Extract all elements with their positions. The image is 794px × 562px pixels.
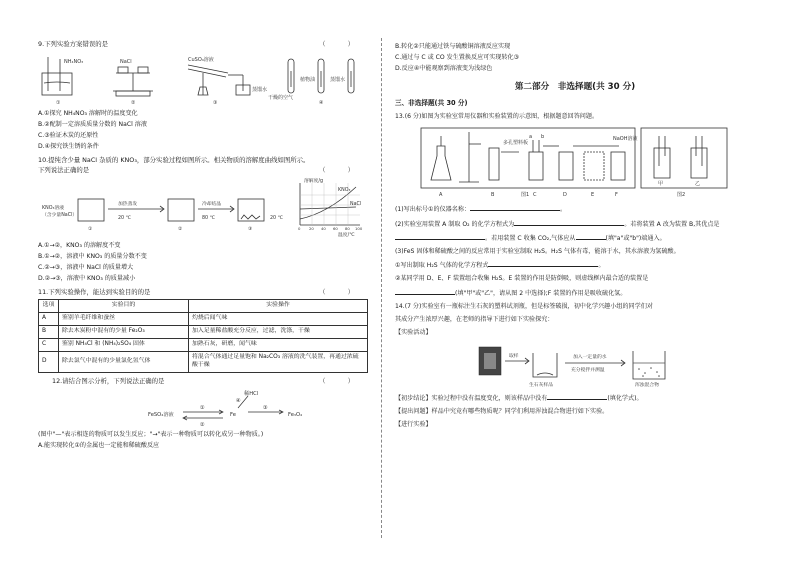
- q12-option-a[interactable]: A.能实现转化①的金属也一定能和稀硫酸反应: [38, 441, 160, 449]
- q13-fig-plastic: 多孔塑料板: [503, 140, 529, 147]
- q13-fig-C: C: [533, 192, 537, 199]
- q10-xtick-5: 100: [355, 225, 363, 231]
- q13-line-7-text: (填"甲"或"乙"，请从图 2 中选择);F 装置的作用是吸收硫化氢。: [455, 289, 627, 297]
- q12-transformation-diagram: [38, 388, 368, 428]
- q13-line-2: [395, 220, 755, 229]
- q10-figure: [38, 177, 368, 239]
- q13-fig-b: b: [541, 134, 545, 141]
- q10-xtick-1: 20: [309, 225, 314, 231]
- q14-step-2: 加入一定量的水: [573, 354, 607, 360]
- q9-fig-burn: 蒸馏水: [252, 86, 268, 93]
- q13-fig-F: F: [615, 192, 618, 199]
- table-row: [39, 313, 368, 326]
- q11-cell: C: [39, 339, 59, 352]
- q14-title-2: 其成分产生浓厚兴趣，在老师的指导下进行如下实验探究：: [395, 316, 554, 324]
- q14-title: 14.(7 分)实验室有一瓶标注生石灰的塑料试剂瓶，但是标签破损，初中化学兴趣小组的同学们对: [395, 302, 653, 310]
- q14-step-3: 充分搅拌并测温: [571, 367, 605, 373]
- q11-cell: 鉴别 NH₄Cl 和 (NH₄)₂SO₄ 固体: [59, 339, 189, 352]
- q12-node-center: Fe: [230, 411, 236, 418]
- q13-line-5-text: ①写出制取 H₂S 气体的化学方程式: [395, 262, 489, 270]
- q11-cell: D: [39, 352, 59, 373]
- q14-procedure-drawing: [475, 343, 695, 389]
- q10-xtick-3: 60: [333, 225, 338, 231]
- q11-cell: 加熟石灰，研磨，闻气味: [189, 339, 368, 352]
- q13-fig-naoh: NaOH溶液: [613, 136, 638, 143]
- q14-caption-2: 浑浊混合物: [635, 382, 659, 388]
- q13-line-3: [395, 234, 755, 243]
- q13-fig-B: B: [491, 192, 495, 199]
- q9-apparatus-drawing: [38, 51, 368, 107]
- q9-answer-paren[interactable]: （ ）: [319, 40, 364, 48]
- q12-note: (图中"—"表示相连的物质可以发生反应；"→"表示一种物质可以转化成另一种物质。): [38, 430, 264, 438]
- q9-fig-cuso4: CuSO₄溶液: [188, 56, 214, 63]
- table-row: [39, 339, 368, 352]
- q13-blank-6[interactable]: [395, 289, 455, 295]
- q11-cell: A: [39, 313, 59, 326]
- question-14: [395, 303, 755, 429]
- question-10: [38, 156, 368, 284]
- q13-line-3b-text: (填"a"或"b")端通入。: [605, 234, 666, 242]
- q13-blank-4[interactable]: [576, 234, 606, 240]
- q9-fig-tube-a: 干燥的空气: [268, 94, 294, 101]
- q10-temp-3: 20 ℃: [270, 215, 284, 221]
- q11-answer-paren[interactable]: （ ）: [319, 287, 364, 296]
- section-3-title: 三、非选择题(共 30 分): [395, 99, 468, 108]
- q11-header-purpose: 实验目的: [59, 300, 189, 313]
- table-row: [39, 352, 368, 373]
- q12-figure: [38, 388, 368, 428]
- question-13: [395, 113, 755, 298]
- q12-arrow-2: ②: [200, 421, 205, 428]
- part-2-title: 第二部分 非选择题(共 30 分): [514, 81, 636, 92]
- q11-table-header: [39, 300, 368, 313]
- q10-xtick-2: 40: [321, 225, 326, 231]
- q9-fig-nacl: NaCl: [120, 58, 132, 65]
- q14-figure: [475, 343, 755, 389]
- q9-option-d[interactable]: D.④探究铁生锈的条件: [38, 143, 99, 151]
- q13-line-4: (3)FeS 固体和稀硫酸之间的反应常用于实验室制取 H₂S。H₂S 气体有毒，能溶于水，其水溶液为氢硫酸。: [395, 248, 680, 256]
- right-column: [395, 40, 755, 434]
- q12-node-left: FeSO₄溶液: [148, 411, 174, 418]
- q10-beaker-2: ②: [178, 226, 183, 232]
- q12-title: 12.请结合图示分析，下列说法正确的是: [52, 377, 165, 386]
- q13-line-6: [395, 275, 755, 283]
- q13-fig-jia: 甲: [658, 181, 664, 188]
- q9-fig-label-1: ①: [56, 99, 61, 106]
- q9-fig-tube-c: 蒸馏水: [330, 76, 346, 83]
- q11-title: 11.下列实验操作，能达到实验目的的是: [38, 287, 151, 296]
- q14-activity: 【实验活动】: [395, 329, 432, 337]
- q10-beaker-label: KNO₃溶液: [42, 205, 65, 211]
- q14-conclusion-tail: (填化学式)。: [607, 394, 643, 402]
- q10-graph-xlabel: 温度/℃: [338, 232, 355, 238]
- q10-beaker-label-2: （含少量NaCl）: [42, 212, 78, 218]
- q13-fig-E: E: [591, 192, 595, 199]
- q10-process-and-graph: [38, 177, 368, 239]
- q10-curve-nacl: NaCl: [350, 201, 362, 207]
- q13-line-5: ①写出制取 H₂S 气体的化学方程式 。: [395, 262, 605, 270]
- q10-title: 10.提纯含少量 NaCl 杂质的 KNO₃，部分实验过程如图所示。相关物质的溶解度曲线如图所示。: [38, 155, 310, 164]
- q13-blank-1[interactable]: [470, 205, 560, 211]
- q13-line-3-text: 。若用装置 C 收集 CO₂,气体应从: [485, 234, 576, 242]
- q11-header-option: 选项: [39, 300, 59, 313]
- q13-line-6-text: ②某同学用 D、E、F 装置组合收集 H₂S。E 装置的作用是防倒吸，则虚线框内最合适的装置是: [395, 275, 649, 283]
- q10-curve-kno3: KNO₃: [338, 187, 351, 193]
- q13-fig-yi: 乙: [695, 181, 701, 188]
- q13-blank-5[interactable]: [488, 261, 598, 267]
- q13-fig-a: a: [529, 134, 533, 141]
- q10-temp-1: 20 ℃: [118, 215, 132, 221]
- q13-line-2b-text: 。若将装置 A 改为装置 B,其优点是: [624, 220, 720, 228]
- q13-fig-1: 图1: [521, 192, 530, 199]
- q14-step-1: 取样: [509, 353, 519, 359]
- q13-apparatus-drawing: [419, 126, 729, 200]
- q9-fig-tube-b: 植物油: [300, 76, 316, 83]
- question-12: [38, 377, 368, 450]
- q11-cell: 灼烧后闻气味: [189, 313, 368, 326]
- q9-option-a[interactable]: A.①探究 NH₄NO₃ 溶解时的温度变化: [38, 109, 138, 117]
- q9-option-c[interactable]: C.③验证木炭的还原性: [38, 132, 99, 140]
- q13-figure: [419, 126, 755, 200]
- q9-figure: [38, 51, 368, 107]
- q14-blank-1[interactable]: [547, 394, 607, 400]
- q10-step-1: 加热蒸发: [118, 201, 138, 207]
- q9-fig-label-2: ②: [131, 99, 136, 106]
- q13-blank-2[interactable]: [514, 220, 624, 226]
- q14-conclusion: [395, 394, 755, 403]
- q11-cell: 除去氯气中混有的少量氯化氢气体: [59, 352, 189, 373]
- q14-conclusion-text: 【初步结论】实验过程中没有温度变化，则该样品中没有: [395, 394, 548, 402]
- question-9: [38, 40, 368, 152]
- q12-arrow-3: ③: [263, 404, 268, 411]
- q10-xtick-4: 80: [345, 225, 350, 231]
- q12-option-c[interactable]: C.通过与 C 或 CO 发生置换反应可实现转化③: [395, 54, 520, 62]
- q9-fig-label-3: ③: [213, 99, 218, 106]
- q11-cell: B: [39, 326, 59, 339]
- q10-option-c[interactable]: C.②→③，溶液中 NaCl 的质量增大: [38, 264, 134, 272]
- q13-fig-A: A: [439, 192, 443, 199]
- q10-option-a[interactable]: A.①→②，KNO₃ 的溶解度不变: [38, 241, 121, 249]
- question-11: [38, 288, 368, 373]
- q11-cell: 将混合气体通过足量饱和 Na₂CO₃ 溶液的洗气装置，再通过浓硫酸干燥: [189, 352, 368, 373]
- q13-line-1-text: (1)写出标号①的仪器名称：: [395, 206, 471, 214]
- q10-xtick-0: 0: [298, 225, 301, 231]
- q13-fig-2: 图2: [677, 192, 686, 199]
- q10-graph-ylabel: 溶解度/g: [304, 178, 324, 184]
- q12-option-d[interactable]: D.反应④中能观察到溶液变为浅绿色: [395, 65, 493, 73]
- q12-node-top: 稀HCl: [244, 390, 259, 397]
- q10-option-d[interactable]: D.②→③，溶液中 KNO₃ 的质量减小: [38, 275, 136, 283]
- q11-cell: 除去木炭粉中混有的少量 Fe₂O₃: [59, 326, 189, 339]
- q12-arrow-4: ④: [236, 397, 241, 404]
- q10-temp-2: 80 ℃: [202, 215, 216, 221]
- q12-node-right: Fe₃O₄: [288, 411, 303, 418]
- q10-subtitle: 下列说法正确的是: [38, 166, 90, 175]
- q13-line-7: [395, 289, 755, 298]
- q13-title: 13.(6 分)如图为实验室常用仪器和实验装置的示意图，根据题意回答问题。: [395, 113, 599, 121]
- q12-option-b[interactable]: B.转化②只能通过铁与硫酸铜溶液反应实现: [395, 43, 511, 50]
- q14-question: 【提出问题】样品中究竟有哪些物质呢？同学们利用浑浊混合物进行如下实验。: [395, 407, 609, 415]
- q10-beaker-1: ①: [88, 226, 93, 232]
- q11-header-operation: 实验操作: [189, 300, 368, 313]
- q9-title: 9.下列实验方案错误的是: [38, 40, 109, 48]
- q9-fig-label-4: ④: [319, 99, 324, 106]
- q11-cell: 加入足量稀盐酸充分反应，过滤，洗涤，干燥: [189, 326, 368, 339]
- table-row: [39, 326, 368, 339]
- q11-cell: 鉴别羊毛纤维和蚕丝: [59, 313, 189, 326]
- q13-line-1: (1)写出标号①的仪器名称： 。: [395, 206, 567, 214]
- q12-answer-paren[interactable]: （ ）: [319, 377, 364, 386]
- q13-blank-3[interactable]: [395, 234, 485, 240]
- q14-caption-1: 生石灰样品: [529, 382, 553, 388]
- q13-fig-D: D: [563, 192, 567, 199]
- q10-answer-paren[interactable]: （ ）: [319, 166, 364, 175]
- column-divider: [381, 38, 382, 538]
- q11-table: [38, 299, 368, 373]
- q10-beaker-3: ③: [248, 226, 253, 232]
- q10-graph-xticks: [298, 226, 363, 231]
- q10-step-2: 冷却结晶: [202, 201, 222, 207]
- q10-option-b[interactable]: B.①→②，溶液中 KNO₃ 的质量分数不变: [38, 253, 147, 261]
- q12-arrow-1: ①: [200, 404, 205, 411]
- left-column: [38, 40, 368, 453]
- q9-option-b[interactable]: B.②配制一定溶质质量分数的 NaCl 溶液: [38, 120, 147, 128]
- q14-proceed: 【进行实验】: [395, 420, 432, 428]
- q9-fig-nh4no3: NH₄NO₃: [64, 58, 84, 65]
- q13-line-2-text: (2)实验室用装置 A 制取 O₂ 的化学方程式为: [395, 220, 515, 228]
